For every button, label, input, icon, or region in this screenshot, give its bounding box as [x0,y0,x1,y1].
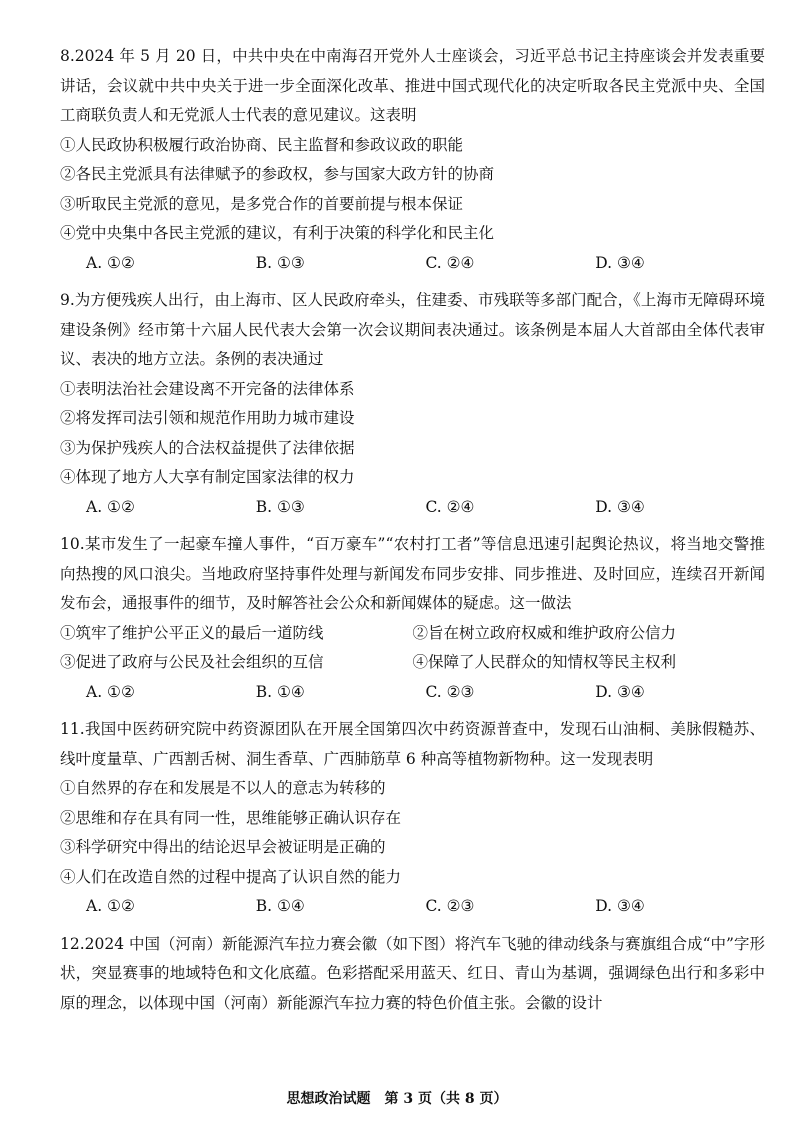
statement: ②各民主党派具有法律赋予的参政权，参与国家大政方针的协商 [60,165,495,183]
answer-choices [60,493,765,523]
statement: ③听取民主党派的意见，是多党合作的首要前提与根本保证 [60,194,464,213]
question-stem [60,930,765,1019]
choice-d: D. ③④ [595,253,645,272]
question-number: 11. [60,720,85,738]
choice-d: D. ③④ [595,682,645,701]
statement: ②旨在树立政府权威和维护政府公信力 [412,623,677,642]
question-text: 2024 中国（河南）新能源汽车拉力赛会徽（如下图）将汽车飞驰的律动线条与赛旗组合成“中”字形状，突显赛事的地域特色和文化底蕴。色彩搭配采用蓝天、红日、青山为基调，强调绿色出行和多彩中原的理念，以体现中国（河南）新能源汽车拉力赛的特色价值主张。会徽的设计 [60,934,765,1012]
choice-a: A. ①② [86,682,135,701]
choice-c: C. ②③ [425,682,475,701]
choice-c: C. ②④ [425,253,475,272]
statement: ③科学研究中得出的结论迟早会被证明是正确的 [60,838,386,856]
choice-b: B. ①④ [255,682,305,701]
question-9 [60,286,765,522]
statement: ④人们在改造自然的过程中提高了认识自然的能力 [60,867,402,886]
statement: ①筑牢了维护公平正义的最后一道防线 [60,623,324,642]
question-number: 12. [60,934,85,953]
question-text: 我国中医药研究院中药资源团队在开展全国第四次中药资源普查中，发现石山油桐、美脉假糙苏、线叶度量草、广西割舌树、洞生香草、广西肺筋草 6 种高等植物新物种。这一发现表明 [60,720,765,768]
choice-d: D. ③④ [595,897,645,915]
statement-row [60,648,765,678]
question-text: 为方便残疾人出行，由上海市、区人民政府牵头，住建委、市残联等多部门配合，《上海市无障碍环境建设条例》经市第十六届人民代表大会第一次会议期间表决通过。该条例是本届人大首部由全体代表审议、表决的地方立法。条例的表决通过 [60,291,765,368]
choice-b: B. ①④ [255,897,305,915]
choice-b: B. ①③ [255,497,305,516]
statement: ①人民政协积极履行政治协商、民主监督和参政议政的职能 [60,135,464,154]
question-stem [60,42,765,131]
choice-d: D. ③④ [595,497,645,516]
statement: ②思维和存在具有同一性，思维能够正确认识存在 [60,808,402,827]
question-number: 8. [60,47,75,65]
statement: ③为保护残疾人的合法权益提供了法律依据 [60,438,355,457]
question-11 [60,715,765,922]
choice-a: A. ①② [86,253,135,272]
question-list [60,42,765,1026]
statement: ①表明法治社会建设离不开完备的法律体系 [60,379,355,398]
choice-b: B. ①③ [255,253,305,272]
choice-a: A. ①② [86,497,135,516]
statement: ①自然界的存在和发展是不以人的意志为转移的 [60,779,386,797]
question-number: 9. [60,291,75,309]
statement: ④体现了地方人大享有制定国家法律的权力 [60,468,355,486]
question-number: 10. [60,535,85,553]
statement-row [60,619,765,649]
question-stem [60,530,765,619]
question-text: 2024 年 5 月 20 日，中共中央在中南海召开党外人士座谈会，习近平总书记主持座谈会并发表重要讲话，会议就中共中央关于进一步全面深化改革、推进中国式现代化的决定听取各民主党派中央、全国工商联负责人和无党派人士代表的意见建议。这表明 [60,47,765,124]
statement: ②将发挥司法引领和规范作用助力城市建设 [60,409,355,427]
question-text: 某市发生了一起豪车撞人事件，“百万豪车”“农村打工者”等信息迅速引起舆论热议，将当地交警推向热搜的风口浪尖。当地政府坚持事件处理与新闻发布同步安排、同步推进、及时回应，连续召开新闻发布会，通报事件的细节，及时解答社会公众和新闻媒体的疑虑。这一做法 [60,535,765,612]
question-10 [60,530,765,707]
question-12 [60,930,765,1019]
choice-c: C. ②③ [425,897,475,915]
answer-choices [60,249,765,279]
question-8 [60,42,765,278]
statement: ③促进了政府与公民及社会组织的互信 [60,653,324,671]
page-footer: 思想政治试题 第 3 页（共 8 页） [286,1091,508,1107]
statement: ④党中央集中各民主党派的建议，有利于决策的科学化和民主化 [60,224,495,242]
choice-c: C. ②④ [425,497,475,516]
choice-a: A. ①② [86,897,135,915]
answer-choices [60,678,765,708]
answer-choices [60,892,765,922]
question-stem [60,715,765,774]
question-stem [60,286,765,375]
statement: ④保障了人民群众的知情权等民主权利 [412,653,677,671]
